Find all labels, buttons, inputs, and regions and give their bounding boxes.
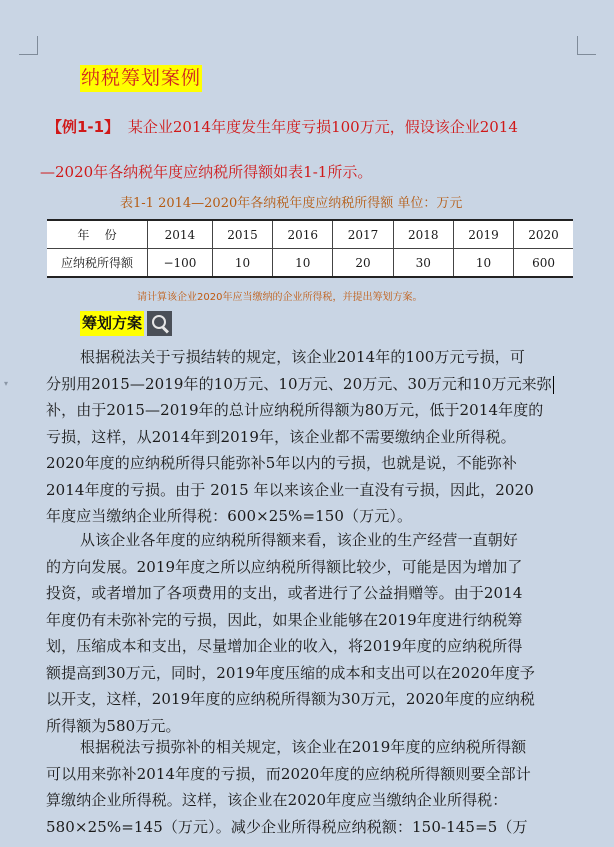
search-icon[interactable] (147, 311, 172, 336)
text-line: 580×25%=145（万元）。减少企业所得税应纳税额：150-145=5（万 (46, 817, 528, 836)
table-title: 表1-1 2014—2020年各纳税年度应纳税所得额 单位：万元 (120, 196, 463, 211)
text-line: 2014年度的亏损。由于 2015 年以来该企业一直没有亏损，因此，2020 (46, 480, 534, 499)
text-line: 以开支，这样，2019年度的应纳税所得额为30万元，2020年度的应纳税 (46, 690, 536, 708)
table-cell-value: 600 (514, 249, 573, 278)
crop-mark-top-left (19, 36, 38, 55)
paragraph-1 (46, 344, 571, 530)
paragraph-2 (46, 527, 571, 739)
plan-label: 筹划方案 (80, 311, 144, 336)
paragraph-3 (46, 734, 571, 840)
table-header-label: 年 份 (47, 220, 148, 249)
text-line: 投资，或者增加了各项费用的支出，或者进行了公益捐赠等。由于2014 (46, 584, 523, 602)
table-cell-year: 2018 (393, 220, 453, 249)
table-cell-year: 2014 (148, 220, 213, 249)
plan-header (80, 311, 172, 336)
table-cell-year: 2015 (212, 220, 272, 249)
table-cell-year: 2019 (453, 220, 513, 249)
table-cell-value: 10 (273, 249, 333, 278)
text-line: 分别用2015—2019年的10万元、10万元、20万元、30万元和10万元来弥 (46, 374, 552, 393)
table-cell-value: 20 (333, 249, 393, 278)
margin-marker: ▾ (4, 379, 9, 388)
table-row (47, 249, 573, 278)
crop-mark-top-right (577, 36, 596, 55)
table-cell-year: 2016 (273, 220, 333, 249)
table-cell-year: 2020 (514, 220, 573, 249)
data-table (47, 219, 573, 278)
text-line: 2020年度的应纳税所得只能弥补5年以内的亏损，也就是说，不能弥补 (46, 454, 518, 472)
text-line: 根据税法亏损弥补的相关规定，该企业在2019年度的应纳税所得额 (80, 738, 527, 756)
example-label: 【例1-1】 (47, 118, 120, 136)
text-line: 亏损，这样，从2014年到2019年，该企业都不需要缴纳企业所得税。 (46, 427, 516, 446)
table-row-label: 应纳税所得额 (47, 249, 148, 278)
text-cursor (553, 376, 554, 394)
text-line: 从该企业各年度的应纳税所得额来看，该企业的生产经营一直朝好 (80, 531, 518, 549)
text-line: 可以用来弥补2014年度的亏损，而2020年度的应纳税所得额则要全部计 (46, 764, 531, 783)
text-line: 的方向发展。2019年度之所以应纳税所得额比较少，可能是因为增加了 (46, 557, 523, 576)
text-line: 年度仍有未弥补完的亏损，因此，如果企业能够在2019年度进行纳税筹 (46, 610, 523, 629)
table-cell-value: 10 (212, 249, 272, 278)
table-cell-value: 30 (393, 249, 453, 278)
example-line-2: —2020年各纳税年度应纳税所得额如表1-1所示。 (40, 163, 373, 181)
table-row (47, 220, 573, 249)
text-line: 划，压缩成本和支出，尽量增加企业的收入，将2019年度的应纳税所得 (46, 637, 523, 655)
example-text: 某企业2014年度发生年度亏损100万元，假设该企业2014 (127, 118, 518, 136)
text-line: 额提高到30万元，同时，2019年度压缩的成本和支出可以在2020年度予 (46, 663, 536, 682)
text-line: 年度应当缴纳企业所得税：600×25%=150（万元）。 (46, 507, 413, 525)
table-cell-value: −100 (148, 249, 213, 278)
table-cell-value: 10 (453, 249, 513, 278)
text-line: 算缴纳企业所得税。这样，该企业在2020年度应当缴纳企业所得税： (46, 791, 508, 809)
section-heading: 纳税筹划案例 (80, 65, 202, 92)
example-line-1 (47, 117, 518, 137)
text-line: 补，由于2015—2019年的总计应纳税所得额为80万元，低于2014年度的 (46, 401, 544, 419)
text-line: 根据税法关于亏损结转的规定，该企业2014年的100万元亏损，可 (80, 348, 526, 366)
text-line: 所得额为580万元。 (46, 716, 181, 735)
task-note: 请计算该企业2020年应当缴纳的企业所得税，并提出筹划方案。 (137, 292, 423, 303)
table-cell-year: 2017 (333, 220, 393, 249)
